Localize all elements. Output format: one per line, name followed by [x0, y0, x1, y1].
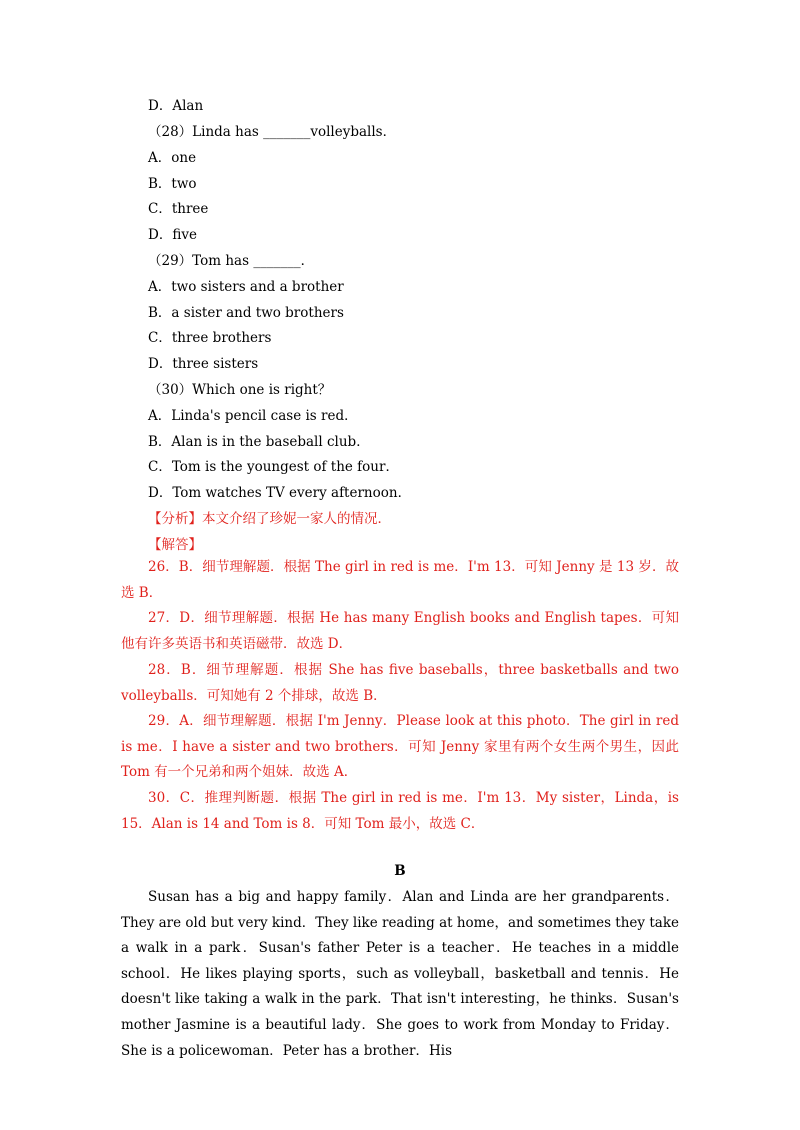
- q28-option-b: B．two: [148, 176, 197, 192]
- q30-option-d: D．Tom watches TV every afternoon．: [148, 485, 412, 501]
- section-b-passage: Susan has a big and happy family．Alan and Linda are her grandparents．They are old but very kind．They like reading at home，and sometimes they take a walk in a park．Susan's father Peter is a teacher．He teaches in a middle school．He likes playing sports，such as volleyball，basketball and tennis．He doesn't like taking a walk in the park．That isn't interesting，he thinks．Susan's mother Jasmine is a beautiful lady．She goes to work from Monday to Friday．She is a policewoman．Peter has a brother．His: [121, 889, 679, 1059]
- q29-stem: （29）Tom has _______．: [148, 253, 315, 269]
- q28-stem: （28）Linda has _______volleyballs．: [148, 124, 397, 140]
- q29-option-b: B．a sister and two brothers: [148, 305, 344, 321]
- q29-option-c: C．three brothers: [148, 330, 272, 346]
- q30-stem: （30）Which one is right？: [148, 382, 332, 398]
- analysis-heading: 【分析】本文介绍了珍妮一家人的情况．: [148, 511, 391, 527]
- q29-option-a: A．two sisters and a brother: [148, 279, 344, 295]
- q30-option-c: C．Tom is the youngest of the four．: [148, 459, 399, 475]
- q30-option-b: B．Alan is in the baseball club．: [148, 434, 370, 450]
- q28-option-c: C．three: [148, 201, 209, 217]
- answer-27: 27．D．细节理解题．根据 He has many English books and English tapes．可知他有许多英语书和英语磁带．故选 D．: [121, 610, 679, 652]
- q30-option-a: A．Linda's pencil case is red．: [148, 408, 358, 424]
- section-b-heading: B: [394, 863, 406, 879]
- answer-30: 30．C．推理判断题．根据 The girl in red is me．I'm 13．My sister，Linda，is 15．Alan is 14 and Tom is 8．可知 Tom 最小，故选 C．: [121, 790, 679, 832]
- q27-option-d: D．Alan: [148, 98, 204, 114]
- answer-28: 28．B．细节理解题．根据 She has five baseballs，three basketballs and two volleyballs．可知她有 2 个排球，故选 B．: [121, 662, 679, 704]
- q29-option-d: D．three sisters: [148, 356, 259, 372]
- q28-option-d: D．five: [148, 227, 197, 243]
- answer-heading: 【解答】: [148, 537, 202, 553]
- answer-29: 29．A．细节理解题．根据 I'm Jenny．Please look at this photo．The girl in red is me．I have a sister and two brothers．可知 Jenny 家里有两个女生两个男生，因此 Tom 有一个兄弟和两个姐妹．故选 A．: [121, 713, 679, 781]
- q28-option-a: A．one: [148, 150, 197, 166]
- answer-26: 26．B．细节理解题．根据 The girl in red is me．I'm 13．可知 Jenny 是 13 岁．故选 B．: [121, 559, 679, 601]
